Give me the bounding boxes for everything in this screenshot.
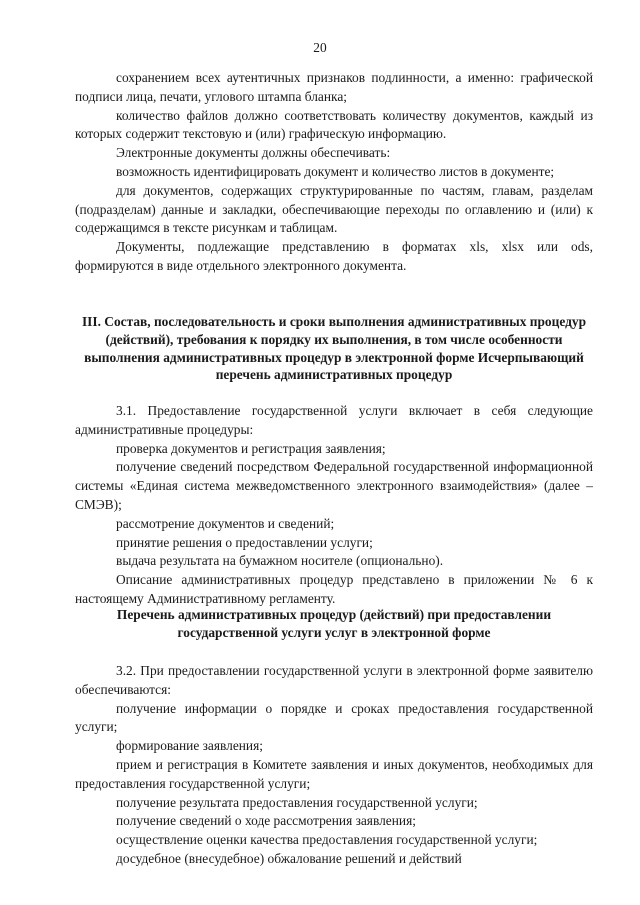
section-heading-iii — [75, 313, 593, 384]
paragraph: количество файлов должно соответствовать количеству документов, каждый из которых содержит текстовую и (или) графическую информацию. — [75, 107, 593, 142]
paragraph: Документы, подлежащие представлению в форматах xls, xlsx или ods, формируются в виде отдельного электронного документа. — [75, 239, 593, 273]
subsection-heading — [75, 606, 593, 642]
paragraph-block-3 — [75, 662, 593, 869]
paragraph-block-2 — [75, 402, 593, 609]
page-number: 20 — [313, 40, 327, 55]
paragraph: выдача результата на бумажном носителе (опционально). — [116, 553, 444, 569]
paragraph: для документов, содержащих структурированные по частям, главам, разделам (подразделам) данные и закладки, обеспечивающие переходы по оглавлению и (или) к содержащимся в тексте рисункам и таблицам. — [75, 182, 593, 236]
paragraph: принятие решения о предоставлении услуги; — [116, 534, 373, 550]
paragraph: получение результата предоставления государственной услуги; — [116, 794, 478, 810]
paragraph: досудебное (внесудебное) обжалование решений и действий — [116, 850, 462, 866]
heading-text: Перечень административных процедур (действий) при предоставлении государственной услуги услуг в электронной форме — [116, 607, 552, 640]
paragraph: 3.2. При предоставлении государственной услуги в электронной форме заявителю обеспечиваются: — [75, 663, 593, 697]
paragraph: Описание административных процедур представлено в приложении № 6 к настоящему Административному регламенту. — [75, 572, 593, 606]
paragraph: сохранением всех аутентичных признаков подлинности, а именно: графической подписи лица, печати, углового штампа бланка; — [75, 70, 593, 104]
paragraph: возможность идентифицировать документ и количество листов в документе; — [116, 163, 555, 179]
paragraph-block-1 — [75, 69, 593, 276]
paragraph: получение сведений о ходе рассмотрения заявления; — [116, 813, 416, 829]
paragraph: проверка документов и регистрация заявления; — [116, 440, 386, 456]
heading-text: III. Состав, последовательность и сроки выполнения административных процедур (действий), требования к порядку их выполнения, в том числе особенности выполнения административных процедур в электронной форме Исчерпывающий перечень административных процедур — [81, 314, 587, 383]
paragraph: Электронные документы должны обеспечивать: — [116, 145, 391, 161]
paragraph: прием и регистрация в Комитете заявления и иных документов, необходимых для предоставления государственной услуги; — [75, 756, 593, 791]
paragraph: рассмотрение документов и сведений; — [116, 515, 335, 531]
paragraph: осуществление оценки качества предоставления государственной услуги; — [116, 832, 538, 848]
paragraph: получение информации о порядке и сроках предоставления государственной услуги; — [75, 700, 593, 735]
paragraph: формирование заявления; — [116, 738, 263, 754]
paragraph: получение сведений посредством Федеральной государственной информационной системы «Единая система межведомственного электронного взаимодействия» (далее – СМЭВ); — [75, 459, 593, 512]
paragraph: 3.1. Предоставление государственной услуги включает в себя следующие административные процедуры: — [75, 403, 593, 437]
